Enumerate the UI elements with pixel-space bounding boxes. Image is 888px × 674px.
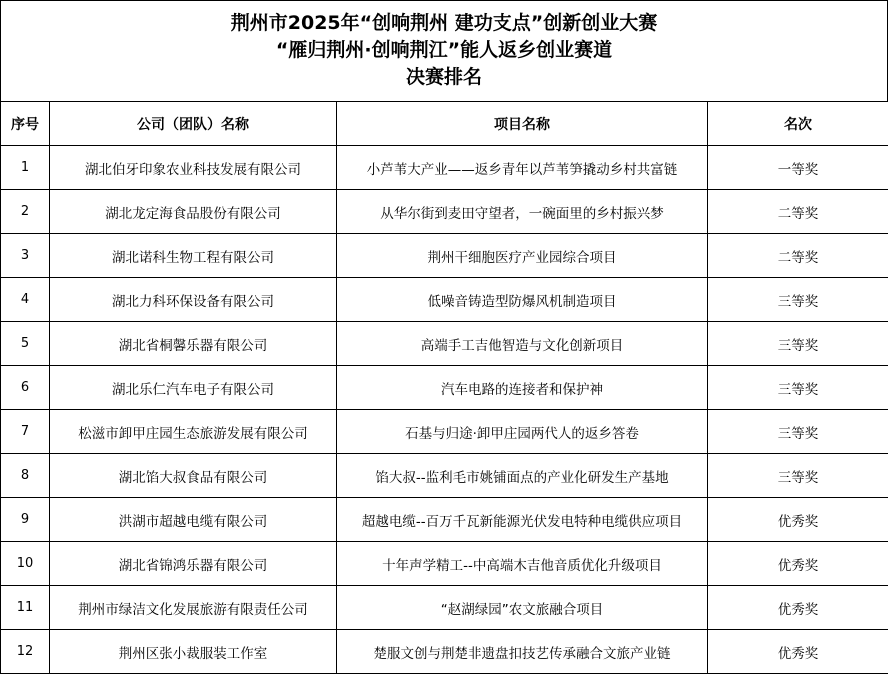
row-no: 9 [1, 498, 50, 542]
row-rank: 三等奖 [708, 410, 888, 454]
row-company: 湖北馅大叔食品有限公司 [50, 454, 337, 498]
row-no: 3 [1, 234, 50, 278]
row-company: 湖北伯牙印象农业科技发展有限公司 [50, 146, 337, 190]
header-no: 序号 [1, 102, 50, 146]
row-project: 超越电缆--百万千瓦新能源光伏发电特种电缆供应项目 [337, 498, 708, 542]
row-no: 11 [1, 586, 50, 630]
row-project: 楚服文创与荆楚非遗盘扣技艺传承融合文旅产业链 [337, 630, 708, 674]
row-project: 石基与归途·卸甲庄园两代人的返乡答卷 [337, 410, 708, 454]
row-project: 小芦苇大产业——返乡青年以芦苇笋撬动乡村共富链 [337, 146, 708, 190]
row-company: 荆州区张小裁服装工作室 [50, 630, 337, 674]
table-row [1, 498, 888, 542]
header-row [1, 102, 888, 146]
row-no: 10 [1, 542, 50, 586]
row-rank: 三等奖 [708, 322, 888, 366]
row-project: 馅大叔--监利毛市姚铺面点的产业化研发生产基地 [337, 454, 708, 498]
row-no: 5 [1, 322, 50, 366]
row-company: 湖北乐仁汽车电子有限公司 [50, 366, 337, 410]
row-rank: 二等奖 [708, 234, 888, 278]
row-company: 湖北省桐馨乐器有限公司 [50, 322, 337, 366]
row-no: 1 [1, 146, 50, 190]
header-company: 公司（团队）名称 [50, 102, 337, 146]
table-row [1, 366, 888, 410]
row-rank: 一等奖 [708, 146, 888, 190]
row-no: 8 [1, 454, 50, 498]
table-row [1, 322, 888, 366]
row-company: 洪湖市超越电缆有限公司 [50, 498, 337, 542]
row-no: 12 [1, 630, 50, 674]
row-rank: 三等奖 [708, 454, 888, 498]
row-project: 荆州干细胞医疗产业园综合项目 [337, 234, 708, 278]
row-project: “赵湖绿园”农文旅融合项目 [337, 586, 708, 630]
row-company: 湖北省锦鸿乐器有限公司 [50, 542, 337, 586]
table-row [1, 454, 888, 498]
ranking-title: 决赛排名 [405, 66, 482, 88]
row-project: 汽车电路的连接者和保护神 [337, 366, 708, 410]
row-rank: 三等奖 [708, 366, 888, 410]
row-company: 荆州市绿洁文化发展旅游有限责任公司 [50, 586, 337, 630]
row-no: 4 [1, 278, 50, 322]
table-row [1, 146, 888, 190]
row-company: 湖北龙定海食品股份有限公司 [50, 190, 337, 234]
row-project: 从华尔街到麦田守望者，一碗面里的乡村振兴梦 [337, 190, 708, 234]
table-row [1, 542, 888, 586]
row-no: 2 [1, 190, 50, 234]
row-rank: 优秀奖 [708, 586, 888, 630]
row-project: 低噪音铸造型防爆风机制造项目 [337, 278, 708, 322]
row-rank: 三等奖 [708, 278, 888, 322]
row-project: 十年声学精工--中高端木吉他音质优化升级项目 [337, 542, 708, 586]
row-no: 7 [1, 410, 50, 454]
competition-title: 荆州市2025年“创响荆州 建功支点”创新创业大赛 [230, 12, 658, 34]
row-rank: 优秀奖 [708, 542, 888, 586]
table-row [1, 630, 888, 674]
header-rank: 名次 [708, 102, 888, 146]
table-row [1, 278, 888, 322]
row-project: 高端手工吉他智造与文化创新项目 [337, 322, 708, 366]
row-company: 湖北力科环保设备有限公司 [50, 278, 337, 322]
table-row [1, 410, 888, 454]
table-row [1, 190, 888, 234]
row-rank: 二等奖 [708, 190, 888, 234]
row-no: 6 [1, 366, 50, 410]
header-project: 项目名称 [337, 102, 708, 146]
table-row [1, 234, 888, 278]
row-rank: 优秀奖 [708, 630, 888, 674]
row-company: 湖北诺科生物工程有限公司 [50, 234, 337, 278]
track-title: “雁归荆州·创响荆江”能人返乡创业赛道 [275, 39, 613, 61]
title-block [0, 0, 888, 101]
row-rank: 优秀奖 [708, 498, 888, 542]
ranking-table [0, 101, 888, 674]
table-row [1, 586, 888, 630]
row-company: 松滋市卸甲庄园生态旅游发展有限公司 [50, 410, 337, 454]
